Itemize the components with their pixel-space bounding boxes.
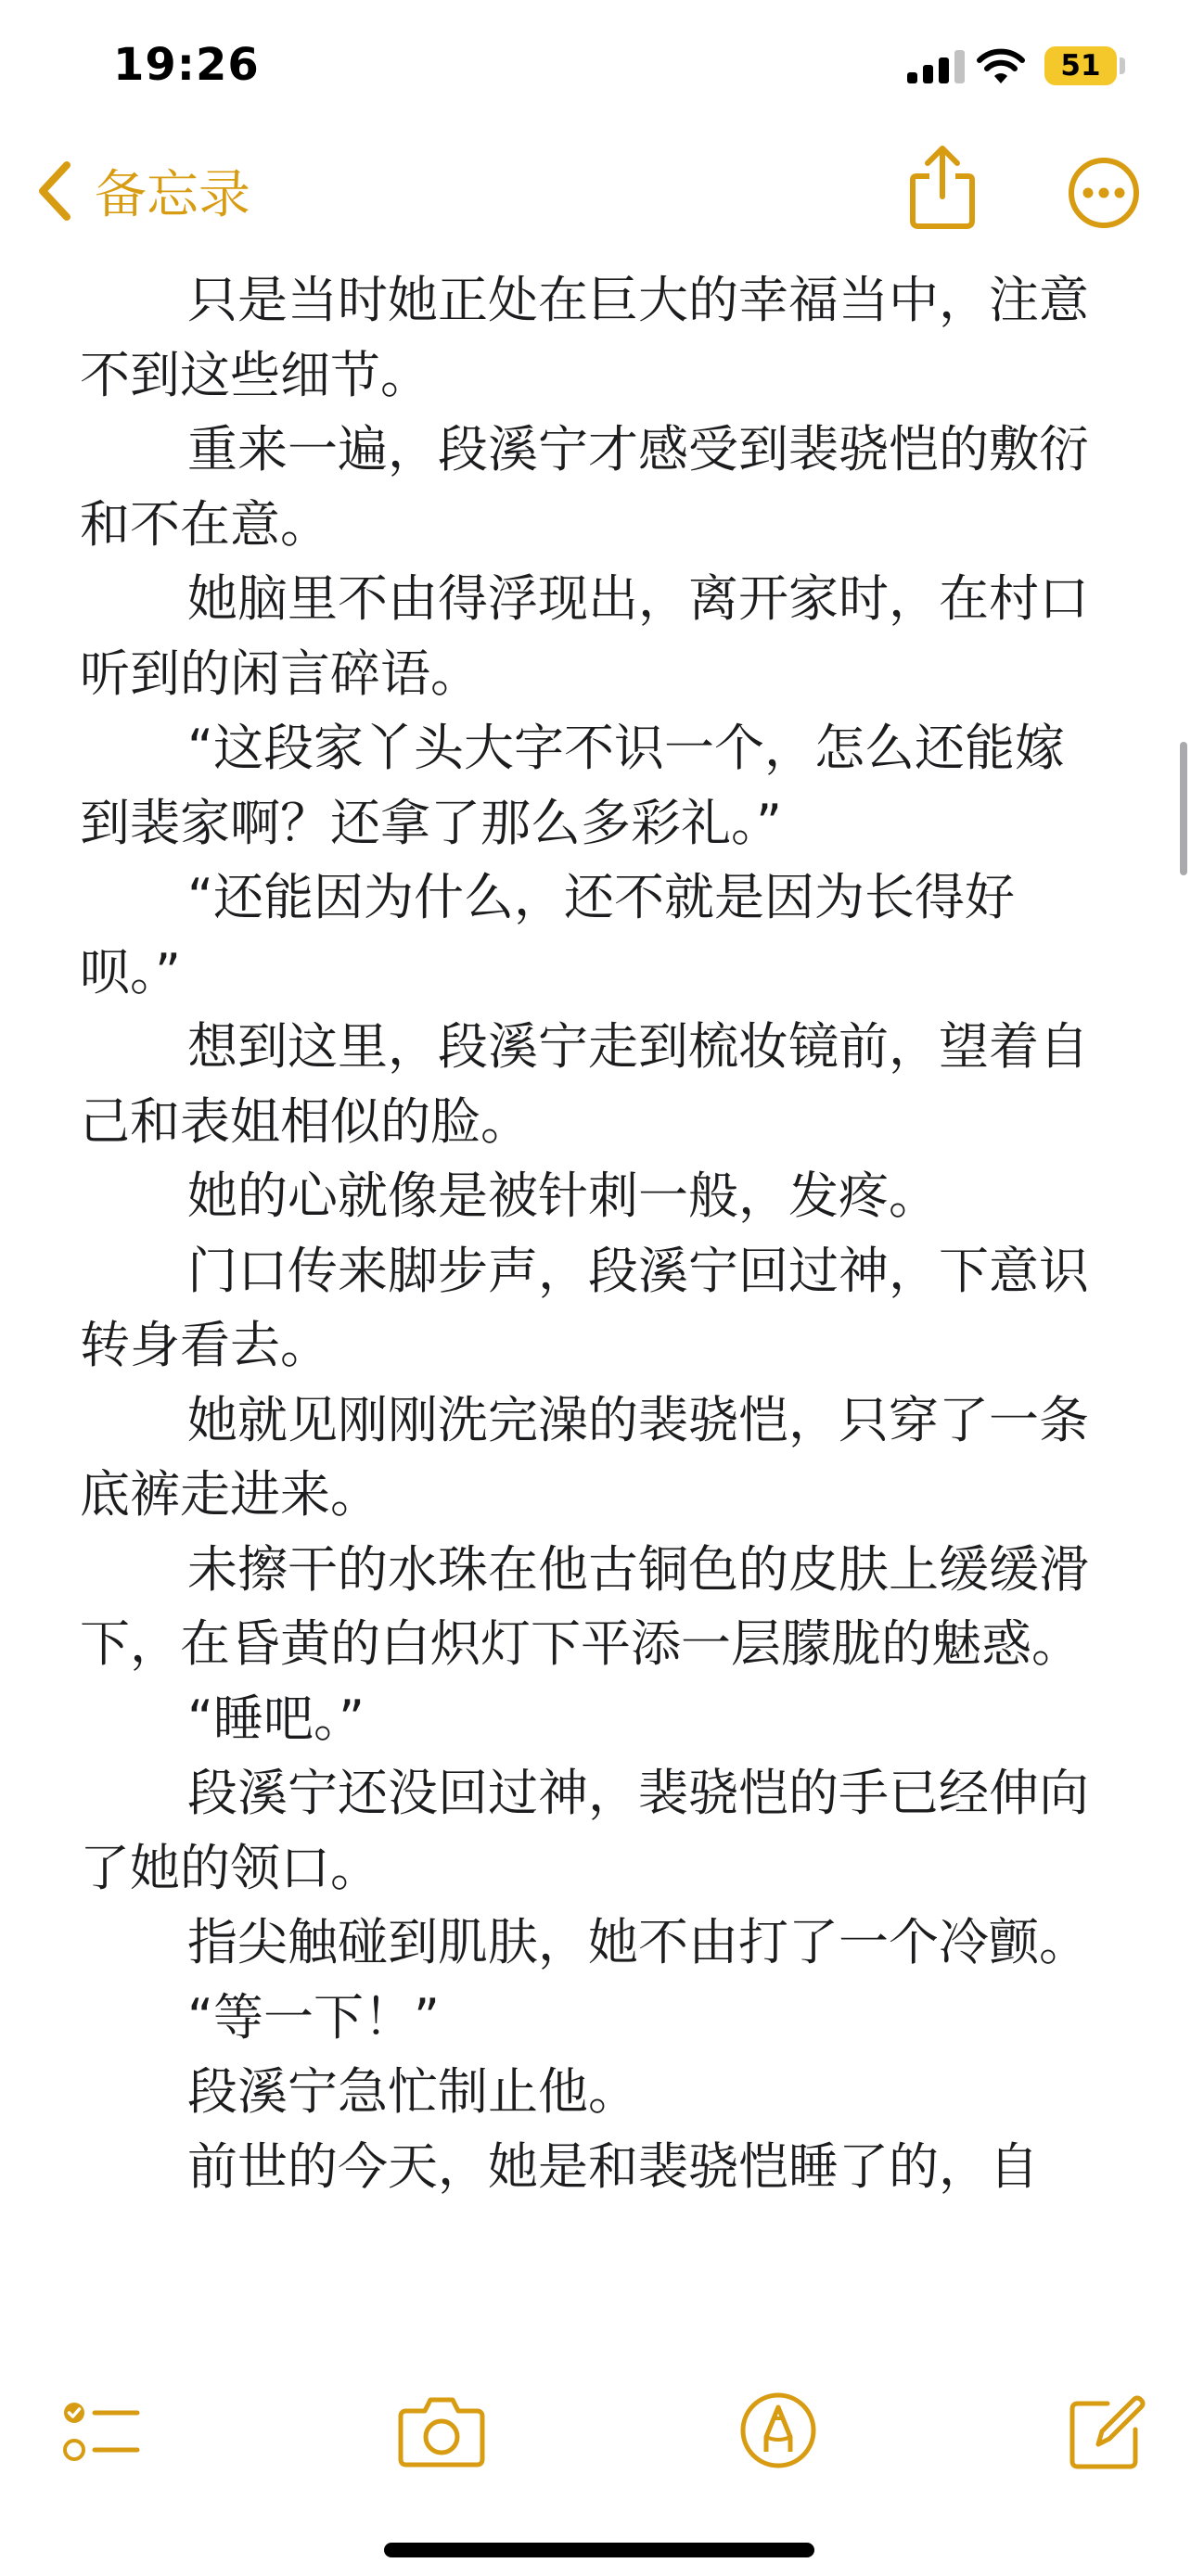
cellular-signal-icon: [907, 50, 965, 83]
note-paragraph: “睡吧。”: [187, 1689, 365, 1748]
note-paragraph: “等一下！”: [187, 1987, 440, 2047]
note-paragraph: 重来一遍，段溪宁才感受到裴骁恺的敷衍和不在意。: [80, 420, 1089, 554]
note-paragraph: 她就见刚刚洗完澡的裴骁恺，只穿了一条底裤走进来。: [80, 1390, 1089, 1524]
scroll-indicator[interactable]: [1180, 742, 1187, 875]
share-icon[interactable]: [905, 145, 980, 230]
checklist-icon[interactable]: [59, 2394, 141, 2468]
battery-indicator: 51: [1044, 46, 1117, 85]
note-paragraph: 想到这里，段溪宁走到梳妆镜前，望着自己和表姐相似的脸。: [80, 1017, 1089, 1151]
ellipsis-circle-icon[interactable]: [1067, 156, 1141, 230]
back-button[interactable]: [33, 154, 250, 228]
chevron-left-icon: [33, 158, 78, 224]
bottom-toolbar: [0, 2337, 1191, 2576]
back-button-label: 备忘录: [95, 165, 250, 225]
note-paragraph: 段溪宁还没回过神，裴骁恺的手已经伸向了她的领口。: [80, 1764, 1089, 1897]
camera-icon[interactable]: [397, 2394, 486, 2468]
note-paragraph: 她的心就像是被针刺一般，发疼。: [187, 1167, 939, 1225]
status-time: 19:26: [113, 39, 260, 91]
note-paragraph: “还能因为什么，还不就是因为长得好呗。”: [80, 868, 1015, 1001]
note-paragraph: 指尖触碰到肌肤，她不由打了一个冷颤。: [187, 1913, 1089, 1971]
battery-cap: [1120, 57, 1125, 74]
note-paragraph: 未擦干的水珠在他古铜色的皮肤上缓缓滑下，在昏黄的白炽灯下平添一层朦胧的魅惑。: [80, 1539, 1089, 1673]
note-paragraph: 段溪宁急忙制止他。: [187, 2062, 638, 2121]
note-paragraph: 只是当时她正处在巨大的幸福当中，注意不到这些细节。: [80, 271, 1089, 404]
note-paragraph: 门口传来脚步声，段溪宁回过神，下意识转身看去。: [80, 1241, 1089, 1374]
note-body[interactable]: [80, 263, 1111, 2204]
compose-icon[interactable]: [1065, 2391, 1146, 2472]
wifi-icon: [976, 46, 1026, 85]
note-paragraph: 前世的今天，她是和裴骁恺睡了的，自: [187, 2136, 1039, 2196]
markup-pen-icon[interactable]: [738, 2391, 818, 2470]
note-paragraph: “这段家丫头大字不识一个，怎么还能嫁到裴家啊？还拿了那么多彩礼。”: [80, 719, 1065, 852]
note-paragraph: 她脑里不由得浮现出，离开家时，在村口听到的闲言碎语。: [80, 569, 1089, 703]
home-indicator[interactable]: [384, 2543, 814, 2557]
